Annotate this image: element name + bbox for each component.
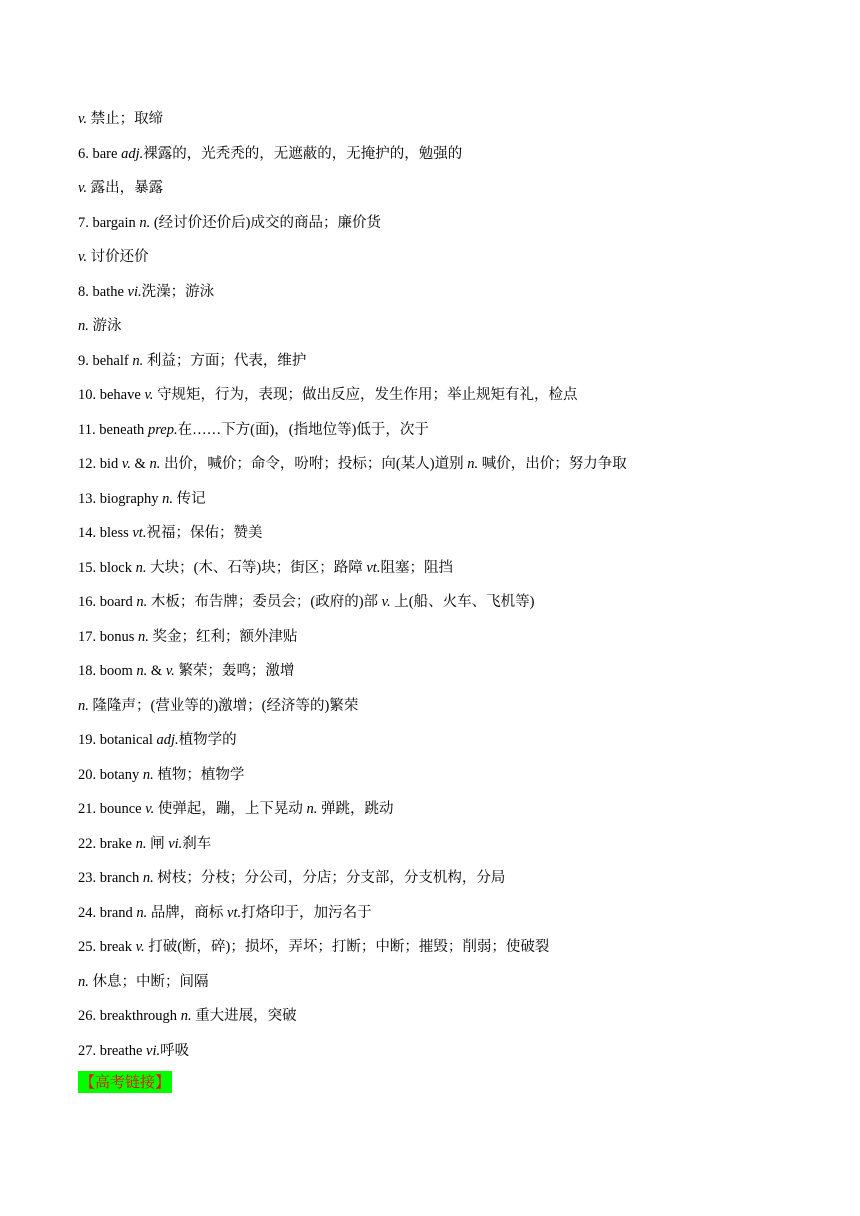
part-of-speech: n. bbox=[78, 318, 89, 334]
part-of-speech: n. bbox=[136, 904, 148, 921]
entry-text: & bbox=[130, 456, 150, 472]
entry-text: 游泳 bbox=[88, 318, 122, 334]
part-of-speech: vi. bbox=[168, 835, 183, 852]
entry-text: 闸 bbox=[146, 835, 169, 852]
entry-text: 弹跳，跳动 bbox=[317, 801, 394, 817]
part-of-speech: n. bbox=[142, 766, 154, 783]
part-of-speech: vt. bbox=[132, 525, 147, 541]
entry-text: 利益；方面；代表，维护 bbox=[143, 352, 307, 369]
part-of-speech: n. bbox=[78, 697, 89, 714]
entry-text: 守规矩，行为，表现；做出反应，发生作用；举止规矩有礼，检点 bbox=[153, 387, 578, 403]
entry-text: 14. bless bbox=[78, 525, 133, 541]
entry-text: 休息；中断；间隔 bbox=[88, 973, 209, 990]
entry-text: 23. branch bbox=[78, 870, 143, 886]
part-of-speech: n. bbox=[467, 456, 479, 472]
entry-text: 繁荣；轰鸣；激增 bbox=[174, 663, 295, 679]
part-of-speech: vi. bbox=[146, 1042, 161, 1059]
entry-text: 18. boom bbox=[78, 663, 137, 679]
entry-text: 26. breakthrough bbox=[78, 1008, 181, 1024]
part-of-speech: vt. bbox=[366, 559, 381, 576]
entry-text: 8. bathe bbox=[78, 283, 128, 300]
part-of-speech: adj. bbox=[121, 145, 144, 162]
vocab-entry bbox=[78, 833, 798, 868]
part-of-speech: vi. bbox=[127, 283, 142, 300]
entry-text: 阻塞；阻挡 bbox=[380, 559, 453, 576]
vocab-entry bbox=[78, 212, 798, 247]
vocab-entry bbox=[78, 764, 798, 799]
vocab-entry bbox=[78, 660, 798, 695]
entry-text: 隆隆声；(营业等的)激增；(经济等的)繁荣 bbox=[88, 697, 359, 714]
vocab-entry bbox=[78, 419, 798, 454]
entry-text: 出价，喊价；命令，吩咐；投标；向(某人)道别 bbox=[160, 456, 468, 472]
entry-text: 重大进展，突破 bbox=[191, 1008, 297, 1024]
entry-text: 喊价，出价；努力争取 bbox=[478, 456, 627, 472]
entry-text: (经讨价还价后)成交的商品；廉价货 bbox=[150, 214, 381, 231]
vocab-entry bbox=[78, 246, 798, 281]
vocab-entry bbox=[78, 384, 798, 419]
entry-text: 7. bargain bbox=[78, 214, 140, 231]
entry-text: 植物学的 bbox=[178, 732, 237, 748]
vocab-entry bbox=[78, 350, 798, 385]
entry-text: 传记 bbox=[173, 490, 206, 507]
vocab-entry bbox=[78, 522, 798, 557]
part-of-speech: v. bbox=[78, 249, 87, 265]
entry-text: 刹车 bbox=[182, 835, 212, 852]
entry-text: 裸露的，光秃秃的，无遮蔽的，无掩护的，勉强的 bbox=[143, 145, 463, 162]
vocab-entry bbox=[78, 281, 798, 316]
part-of-speech: v. bbox=[121, 456, 131, 472]
entry-text: & bbox=[147, 663, 166, 679]
part-of-speech: n. bbox=[139, 214, 151, 231]
section-tag-gaokao-link: 【高考链接】 bbox=[80, 1073, 171, 1091]
part-of-speech: v. bbox=[78, 111, 87, 127]
vocab-entry bbox=[78, 971, 798, 1006]
entry-text: 16. board bbox=[78, 594, 137, 610]
part-of-speech: v. bbox=[145, 801, 155, 817]
part-of-speech: n. bbox=[142, 870, 154, 886]
part-of-speech: n. bbox=[136, 594, 148, 610]
entry-text: 讨价还价 bbox=[87, 249, 149, 265]
entry-text: 6. bare bbox=[78, 145, 122, 162]
entry-text: 20. botany bbox=[78, 766, 143, 783]
vocab-entry bbox=[78, 729, 798, 764]
part-of-speech: n. bbox=[135, 835, 147, 852]
part-of-speech: n. bbox=[138, 628, 149, 645]
entry-text: 禁止；取缔 bbox=[87, 111, 164, 127]
entry-text: 在……下方(面)，(指地位等)低于，次于 bbox=[177, 421, 429, 438]
entry-text: 22. brake bbox=[78, 835, 136, 852]
entry-text: 19. botanical bbox=[78, 732, 157, 748]
vocab-entry bbox=[78, 591, 798, 626]
vocab-entry bbox=[78, 798, 798, 833]
part-of-speech: n. bbox=[306, 801, 318, 817]
vocab-entry bbox=[78, 177, 798, 212]
entry-text: 17. bonus bbox=[78, 628, 139, 645]
vocab-entry bbox=[78, 695, 798, 730]
entry-text: 呼吸 bbox=[160, 1042, 190, 1059]
part-of-speech: n. bbox=[132, 352, 144, 369]
vocab-entry bbox=[78, 1040, 798, 1075]
part-of-speech: n. bbox=[78, 973, 89, 990]
vocabulary-list bbox=[78, 108, 798, 1074]
entry-text: 祝福；保佑；赞美 bbox=[146, 525, 263, 541]
part-of-speech: vt. bbox=[227, 904, 242, 921]
part-of-speech: v. bbox=[78, 180, 87, 196]
entry-text: 10. behave bbox=[78, 387, 145, 403]
vocab-entry bbox=[78, 315, 798, 350]
entry-text: 树枝；分枝；分公司，分店；分支部，分支机构，分局 bbox=[153, 870, 506, 886]
entry-text: 24. brand bbox=[78, 904, 137, 921]
entry-text: 使弹起，蹦，上下晃动 bbox=[154, 801, 307, 817]
vocab-entry bbox=[78, 557, 798, 592]
entry-text: 大块；(木、石等)块；街区；路障 bbox=[146, 559, 367, 576]
part-of-speech: v. bbox=[144, 387, 154, 403]
entry-text: 9. behalf bbox=[78, 352, 133, 369]
part-of-speech: n. bbox=[180, 1008, 192, 1024]
entry-text: 打破(断，碎)；损坏，弄坏；打断；中断；摧毁；削弱；使破裂 bbox=[144, 939, 550, 955]
part-of-speech: n. bbox=[149, 456, 161, 472]
entry-text: 洗澡；游泳 bbox=[141, 283, 215, 300]
vocab-entry bbox=[78, 108, 798, 143]
entry-text: 27. breathe bbox=[78, 1042, 147, 1059]
vocab-entry bbox=[78, 1005, 798, 1040]
part-of-speech: v. bbox=[165, 663, 175, 679]
vocab-entry bbox=[78, 936, 798, 971]
part-of-speech: v. bbox=[381, 594, 391, 610]
entry-text: 21. bounce bbox=[78, 801, 146, 817]
entry-text: 品牌，商标 bbox=[147, 904, 228, 921]
entry-text: 13. biography bbox=[78, 490, 163, 507]
vocab-entry bbox=[78, 626, 798, 661]
vocab-entry bbox=[78, 143, 798, 178]
entry-text: 植物；植物学 bbox=[153, 766, 245, 783]
entry-text: 木板；布告牌；委员会；(政府的)部 bbox=[147, 594, 382, 610]
vocab-entry bbox=[78, 488, 798, 523]
entry-text: 12. bid bbox=[78, 456, 122, 472]
entry-text: 15. block bbox=[78, 559, 136, 576]
part-of-speech: prep. bbox=[147, 421, 178, 438]
entry-text: 11. beneath bbox=[78, 421, 148, 438]
part-of-speech: adj. bbox=[156, 732, 179, 748]
entry-text: 露出，暴露 bbox=[87, 180, 164, 196]
entry-text: 打烙印于，加污名于 bbox=[241, 904, 372, 921]
part-of-speech: n. bbox=[162, 490, 174, 507]
vocab-entry bbox=[78, 867, 798, 902]
vocab-entry bbox=[78, 902, 798, 937]
part-of-speech: n. bbox=[135, 559, 147, 576]
entry-text: 奖金；红利；额外津贴 bbox=[148, 628, 298, 645]
entry-text: 上(船、火车、飞机等) bbox=[390, 594, 535, 610]
part-of-speech: v. bbox=[135, 939, 145, 955]
vocab-entry bbox=[78, 453, 798, 488]
part-of-speech: n. bbox=[136, 663, 148, 679]
entry-text: 25. break bbox=[78, 939, 136, 955]
